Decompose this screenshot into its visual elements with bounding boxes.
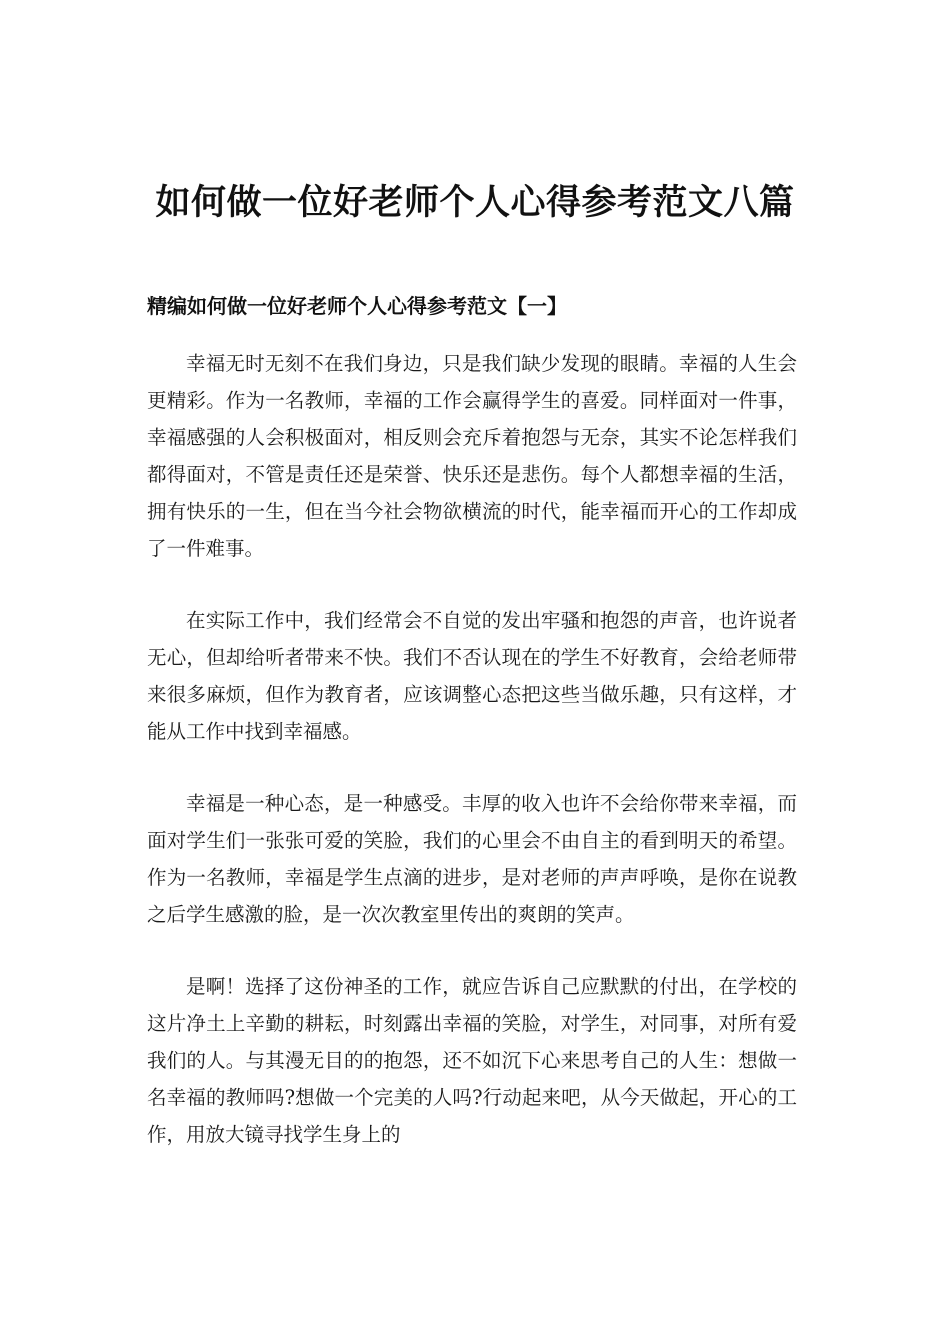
document-body — [147, 345, 797, 1188]
paragraph: 幸福是一种心态，是一种感受。丰厚的收入也许不会给你带来幸福，而面对学生们一张张可爱的笑脸，我们的心里会不由自主的看到明天的希望。作为一名教师，幸福是学生点滴的进步，是对老师的声声呼唤，是你在说教之后学生感激的脸，是一次次教室里传出的爽朗的笑声。 — [147, 792, 797, 926]
paragraph: 是啊！选择了这份神圣的工作，就应告诉自己应默默的付出，在学校的这片净土上辛勤的耕耘，时刻露出幸福的笑脸，对学生，对同事，对所有爱我们的人。与其漫无目的的抱怨，还不如沉下心来思考自己的人生：想做一名幸福的教师吗?想做一个完美的人吗?行动起来吧，从今天做起，开心的工作，用放大镜寻找学生身上的 — [147, 975, 797, 1146]
paragraph: 在实际工作中，我们经常会不自觉的发出牢骚和抱怨的声音，也许说者无心，但却给听者带来不快。我们不否认现在的学生不好教育，会给老师带来很多麻烦，但作为教育者，应该调整心态把这些当做乐趣，只有这样，才能从工作中找到幸福感。 — [147, 609, 797, 743]
section-heading: 精编如何做一位好老师个人心得参考范文【一】 — [147, 294, 567, 318]
paragraph: 幸福无时无刻不在我们身边，只是我们缺少发现的眼睛。幸福的人生会更精彩。作为一名教师，幸福的工作会赢得学生的喜爱。同样面对一件事，幸福感强的人会积极面对，相反则会充斥着抱怨与无奈，其实不论怎样我们都得面对，不管是责任还是荣誉、快乐还是悲伤。每个人都想幸福的生活，拥有快乐的一生，但在当今社会物欲横流的时代，能幸福而开心的工作却成了一件难事。 — [147, 352, 797, 560]
document-title: 如何做一位好老师个人心得参考范文八篇 — [155, 183, 795, 223]
